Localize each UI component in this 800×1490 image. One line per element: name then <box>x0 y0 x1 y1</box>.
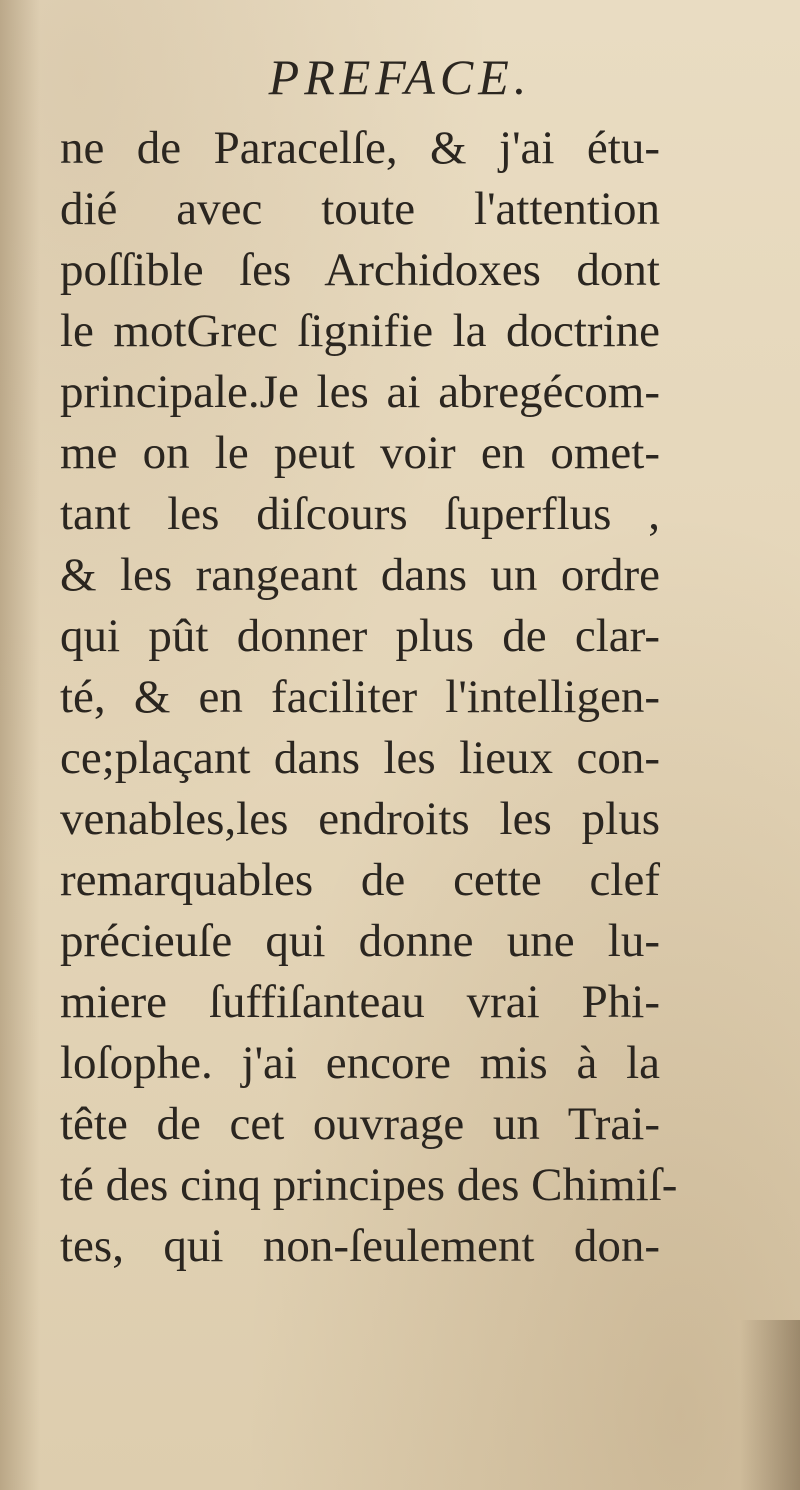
text-line: tant les diſcours ſuperflus , <box>60 488 660 540</box>
text-line: miere ſuffiſanteau vrai Phi- <box>60 976 660 1028</box>
text-line: tête de cet ouvrage un Trai- <box>60 1098 660 1150</box>
body-text <box>60 118 678 1277</box>
text-line: té des cinq principes des Chimiſ- <box>60 1159 678 1211</box>
text-line: poſſible ſes Archidoxes dont <box>60 244 660 296</box>
text-line: té, & en faciliter l'intelligen- <box>60 671 660 723</box>
text-line: dié avec toute l'attention <box>60 183 660 235</box>
text-line: venables,les endroits les plus <box>60 793 660 845</box>
text-line: ce;plaçant dans les lieux con- <box>60 732 660 784</box>
text-line: & les rangeant dans un ordre <box>60 549 660 601</box>
text-line: principale.Je les ai abregécom- <box>60 366 660 418</box>
text-line: ne de Paracelſe, & j'ai étu- <box>60 122 660 174</box>
text-line: me on le peut voir en omet- <box>60 427 660 479</box>
running-header: PREFACE. <box>268 49 532 105</box>
text-line: tes, qui non-ſeulement don- <box>60 1220 660 1272</box>
page-gutter-shadow <box>0 0 40 1490</box>
page-edge-shadow <box>740 1320 800 1490</box>
text-line: remarquables de cette clef <box>60 854 660 906</box>
text-line: le motGrec ſignifie la doctrine <box>60 305 660 357</box>
text-line: précieuſe qui donne une lu- <box>60 915 660 967</box>
text-line: loſophe. j'ai encore mis à la <box>60 1037 660 1089</box>
text-line: qui pût donner plus de clar- <box>60 610 660 662</box>
